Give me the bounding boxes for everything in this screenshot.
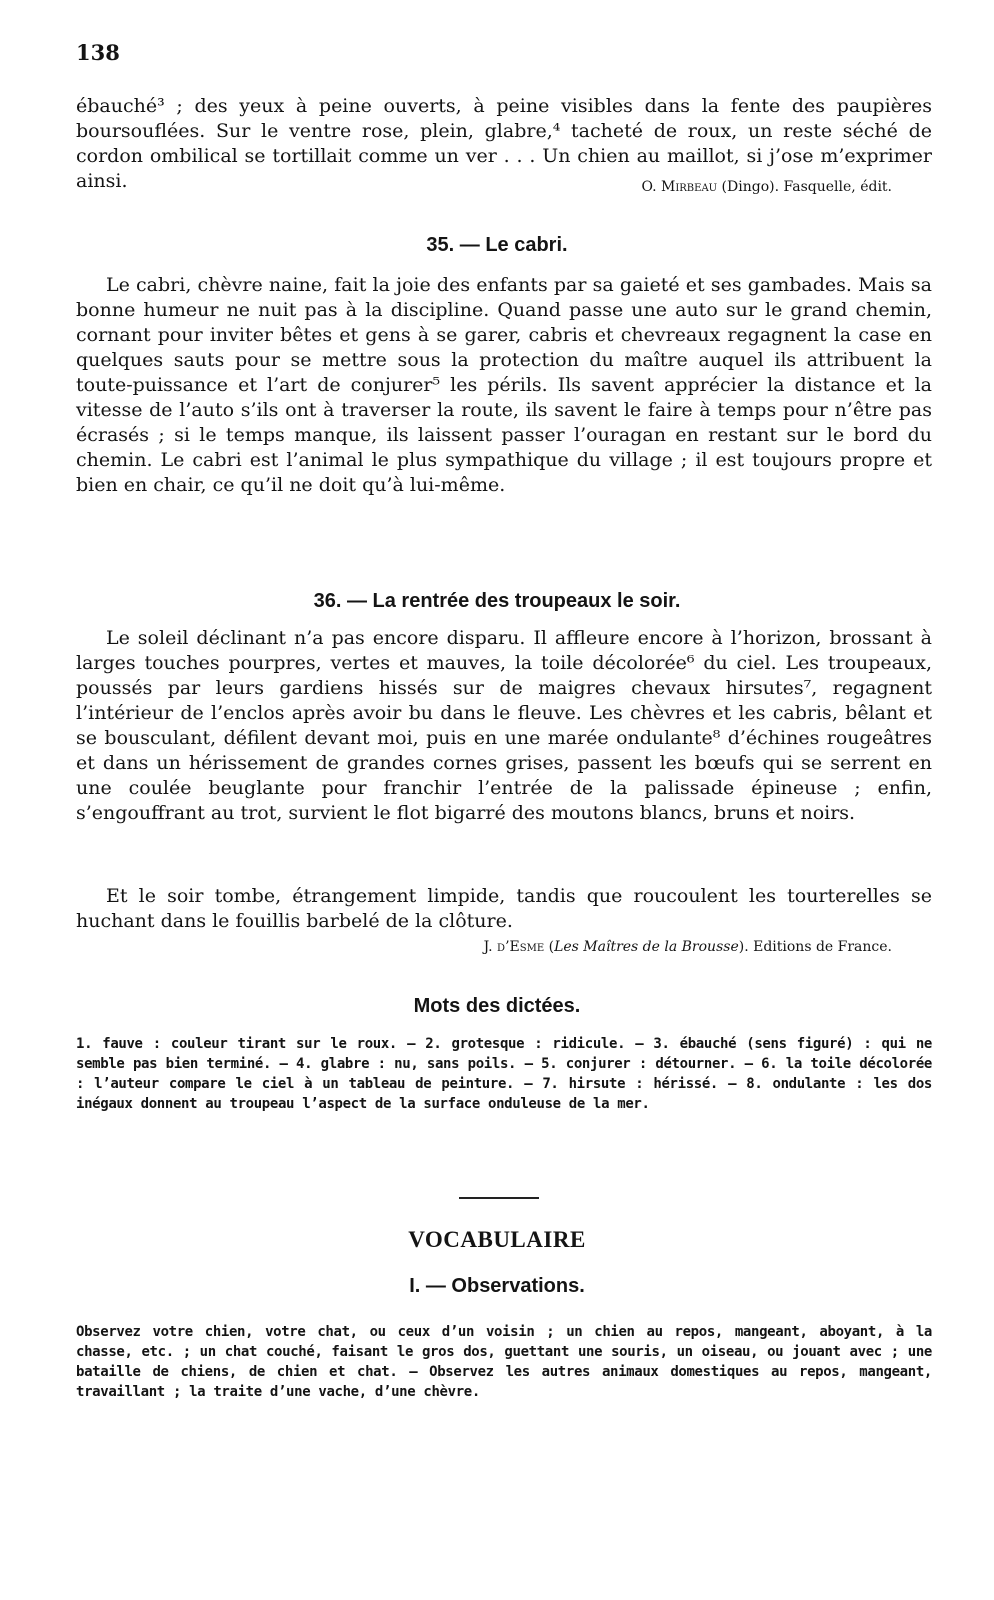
section-35-paragraph: Le cabri, chèvre naine, fait la joie des enfants par sa gaieté et ses gambades. Mais sa bonne humeur ne nuit pas à la discipline. Quand passe une auto sur le grand chemin, cornant pour inviter bêtes et gens à se garer, cabris et chevreaux regagnent la case en quelques sauts pour se mettre sous la protection du maître auquel ils attribuent la toute-puissance et l’art de conjurer⁵ les périls. Ils savent apprécier la distance et la vitesse de l’auto s’ils ont à traverser la route, ils savent le faire à temps pour n’être pas écrasés ; si le temps manque, ils laissent passer l’ouragan en restant sur le bord du chemin. Le cabri est l’animal le plus sympathique du village ; il est toujours propre et bien en chair, ce qu’il ne doit qu’à lui-même. xyxy=(76,274,932,496)
section-36-source-book: Les Maîtres de la Brousse xyxy=(554,939,739,955)
section-36-paragraph-2: Et le soir tombe, étrangement limpide, tandis que roucoulent les tourterelles se huchant dans le fouillis barbelé de la clôture. xyxy=(76,885,932,932)
section-36-title: 36. — La rentrée des troupeaux le soir. xyxy=(313,590,681,612)
section-36-source-rest: Editions de France. xyxy=(753,939,892,955)
section-divider xyxy=(459,1197,539,1199)
intro-paragraph: ébauché³ ; des yeux à peine ouverts, à peine visibles dans la fente des paupières boursouflées. Sur le ventre rose, plein, glabre,⁴ tacheté de roux, un reste séché de cordon ombilical se tortillait comme un ver . . . Un chien au maillot, si j’ose m’exprimer ainsi. xyxy=(76,95,932,192)
section-36-source-author: J. d’Esme xyxy=(483,939,545,955)
observations-subtitle: I. — Observations. xyxy=(409,1275,585,1297)
section-36-source: J. d’Esme (Les Maîtres de la Brousse). Editions de France. xyxy=(483,939,892,955)
page-number: 138 xyxy=(76,40,120,65)
mots-title: Mots des dictées. xyxy=(413,995,581,1017)
intro-source-rest: (Dingo). Fasquelle, édit. xyxy=(717,179,892,195)
observations-text: Observez votre chien, votre chat, ou ceux d’un voisin ; un chien au repos, mangeant, aboyant, à la chasse, etc. ; un chat couché, faisant le gros dos, guettant une souris, un oiseau, ou jouant avec ; une bataille de chiens, de chien et chat. — Observez les autres animaux domestiques au repos, mangeant, travaillant ; la traite d’une vache, d’une chèvre. xyxy=(76,1324,932,1400)
intro-source xyxy=(76,178,892,196)
intro-source-author: O. Mirbeau xyxy=(641,179,718,195)
section-35-title: 35. — Le cabri. xyxy=(426,234,568,256)
vocabulaire-title: VOCABULAIRE xyxy=(408,1227,586,1252)
mots-list: 1. fauve : couleur tirant sur le roux. — 2. grotesque : ridicule. — 3. ébauché (sens figuré) : qui ne semble pas bien terminé. — 4. glabre : nu, sans poils. — 5. conjurer : détourner. — 6. la toile décolorée : l’auteur compare le ciel à un tableau de peinture. — 7. hirsute : hérissé. — 8. ondulante : les dos inégaux donnent au troupeau l’aspect de la surface onduleuse de la mer. xyxy=(76,1036,932,1112)
section-36-paragraph-1: Le soleil déclinant n’a pas encore disparu. Il affleure encore à l’horizon, brossant à larges touches pourpres, vertes et mauves, la toile décolorée⁶ du ciel. Les troupeaux, poussés par leurs gardiens hissés sur de maigres chevaux hirsutes⁷, regagnent l’intérieur de l’enclos après avoir bu dans le fleuve. Les chèvres et les cabris, bêlant et se bousculant, défilent devant moi, puis en une marée ondulante⁸ d’échines rougeâtres et dans un hérissement de grandes cornes grises, passent les bœufs qui se serrent en une coulée beuglante pour franchir l’entrée de la palissade épineuse ; enfin, s’engouffrant au trot, survient le flot bigarré des moutons blancs, bruns et noirs. xyxy=(76,627,932,824)
